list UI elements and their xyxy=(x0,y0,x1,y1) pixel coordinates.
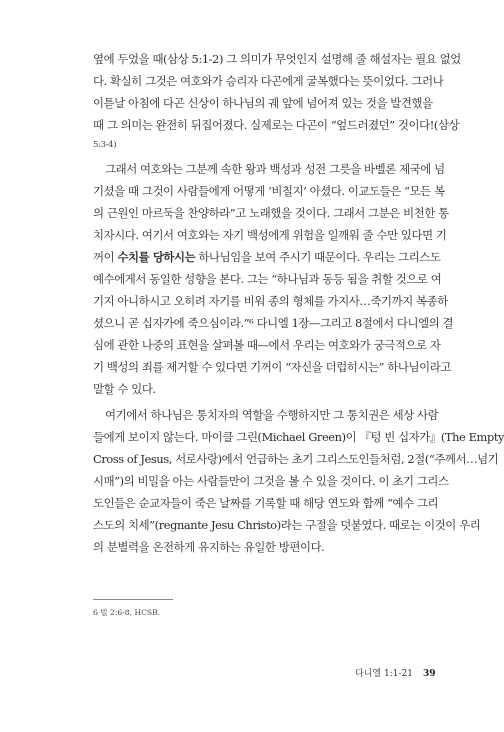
text-line: 의 분별력을 온전하게 유지하는 유일한 방편이다. xyxy=(93,540,325,554)
text-line: 때 그 의미는 완전히 뒤집어졌다. 실제로는 다곤이 “엎드러졌던” 것이다!(삼상 xyxy=(93,118,460,132)
emphasis-text: 수치를 당하시는 xyxy=(117,250,196,264)
text-line: 기셨을 때 그것이 사람들에게 어떻게 ‘비칠지’ 아셨다. 이교도들은 “모든 복 xyxy=(93,184,445,198)
text-line: 치자시다. 여기서 여호와는 자기 백성에게 위험을 일깨워 줄 수만 있다면 기 xyxy=(93,228,447,242)
text-line: 옆에 두었을 때(삼상 5:1-2) 그 의미가 무엇인지 설명해 줄 해설자는 필요 없었 xyxy=(93,52,461,66)
running-head: 다니엘 1:1-21 xyxy=(355,669,413,679)
text-line: 다. 확실히 그것은 여호와가 승리자 다곤에게 굴복했다는 뜻이었다. 그러나 xyxy=(93,74,444,88)
text-line: 시매”)의 비밀을 아는 사람들만이 그것을 볼 수 있을 것이다. 이 초기 그리스 xyxy=(93,474,449,488)
page-number: 39 xyxy=(423,669,436,679)
text-line: 들에게 보이지 않는다. 마이클 그린(Michael Green)이 『텅 빈 십자가』(The Empty xyxy=(93,430,504,444)
text-line: 그래서 여호와는 그분께 속한 왕과 백성과 성전 그릇을 바벨론 제국에 넘 xyxy=(105,162,445,176)
text-line: 꺼이 수치를 당하시는 하나님임을 보여 주시기 때문이다. 우리는 그리스도 xyxy=(93,250,441,264)
text-line: 도인들은 순교자들이 죽은 날짜를 기록할 때 해당 연도와 함께 “예수 그리 xyxy=(93,496,439,510)
text-line: 말할 수 있다. xyxy=(93,382,156,396)
text-line: 심에 관한 나중의 표현을 살펴볼 때—에서 우리는 여호와가 궁극적으로 자 xyxy=(93,338,441,352)
text-line: 기지 아니하시고 오히려 자기를 비워 종의 형체를 가지사…죽기까지 복종하 xyxy=(93,294,448,308)
text-line: 스도의 치세”(regnante Jesu Christo)라는 구절을 덧붙였다. 때로는 이것이 우리 xyxy=(93,518,481,532)
text-line: 예수에게서 동일한 성향을 본다. 그는 “하나님과 동등 됨을 취할 것으로 여 xyxy=(93,272,442,286)
text-line: 여기에서 하나님은 통치자의 역할을 수행하지만 그 통치권은 세상 사람 xyxy=(105,408,439,422)
text-line: 이튿날 아침에 다곤 신상이 하나님의 궤 앞에 넘어져 있는 것을 발견했을 xyxy=(93,96,433,110)
text-line: 5:3-4) xyxy=(93,140,117,150)
footnote: 6 빌 2:6-8, HCSB. xyxy=(93,608,161,617)
text-line: 기 백성의 죄를 제거할 수 있다면 기꺼이 “자신을 더럽히시는” 하나님이라고 xyxy=(93,360,451,374)
text-line: Cross of Jesus, 서로사랑)에서 언급하는 초기 그리스도인들처럼, 2절(“주께서…넘기 xyxy=(93,452,499,466)
footnote-divider xyxy=(93,599,173,600)
text-line: 의 근원인 마르둑을 찬양하라”고 노래했을 것이다. 그래서 그분은 비천한 통 xyxy=(93,206,449,220)
text-line: 셨으니 곧 십자가에 죽으심이라.”⁶ 다니엘 1장—그리고 8절에서 다니엘의 결 xyxy=(93,316,454,330)
